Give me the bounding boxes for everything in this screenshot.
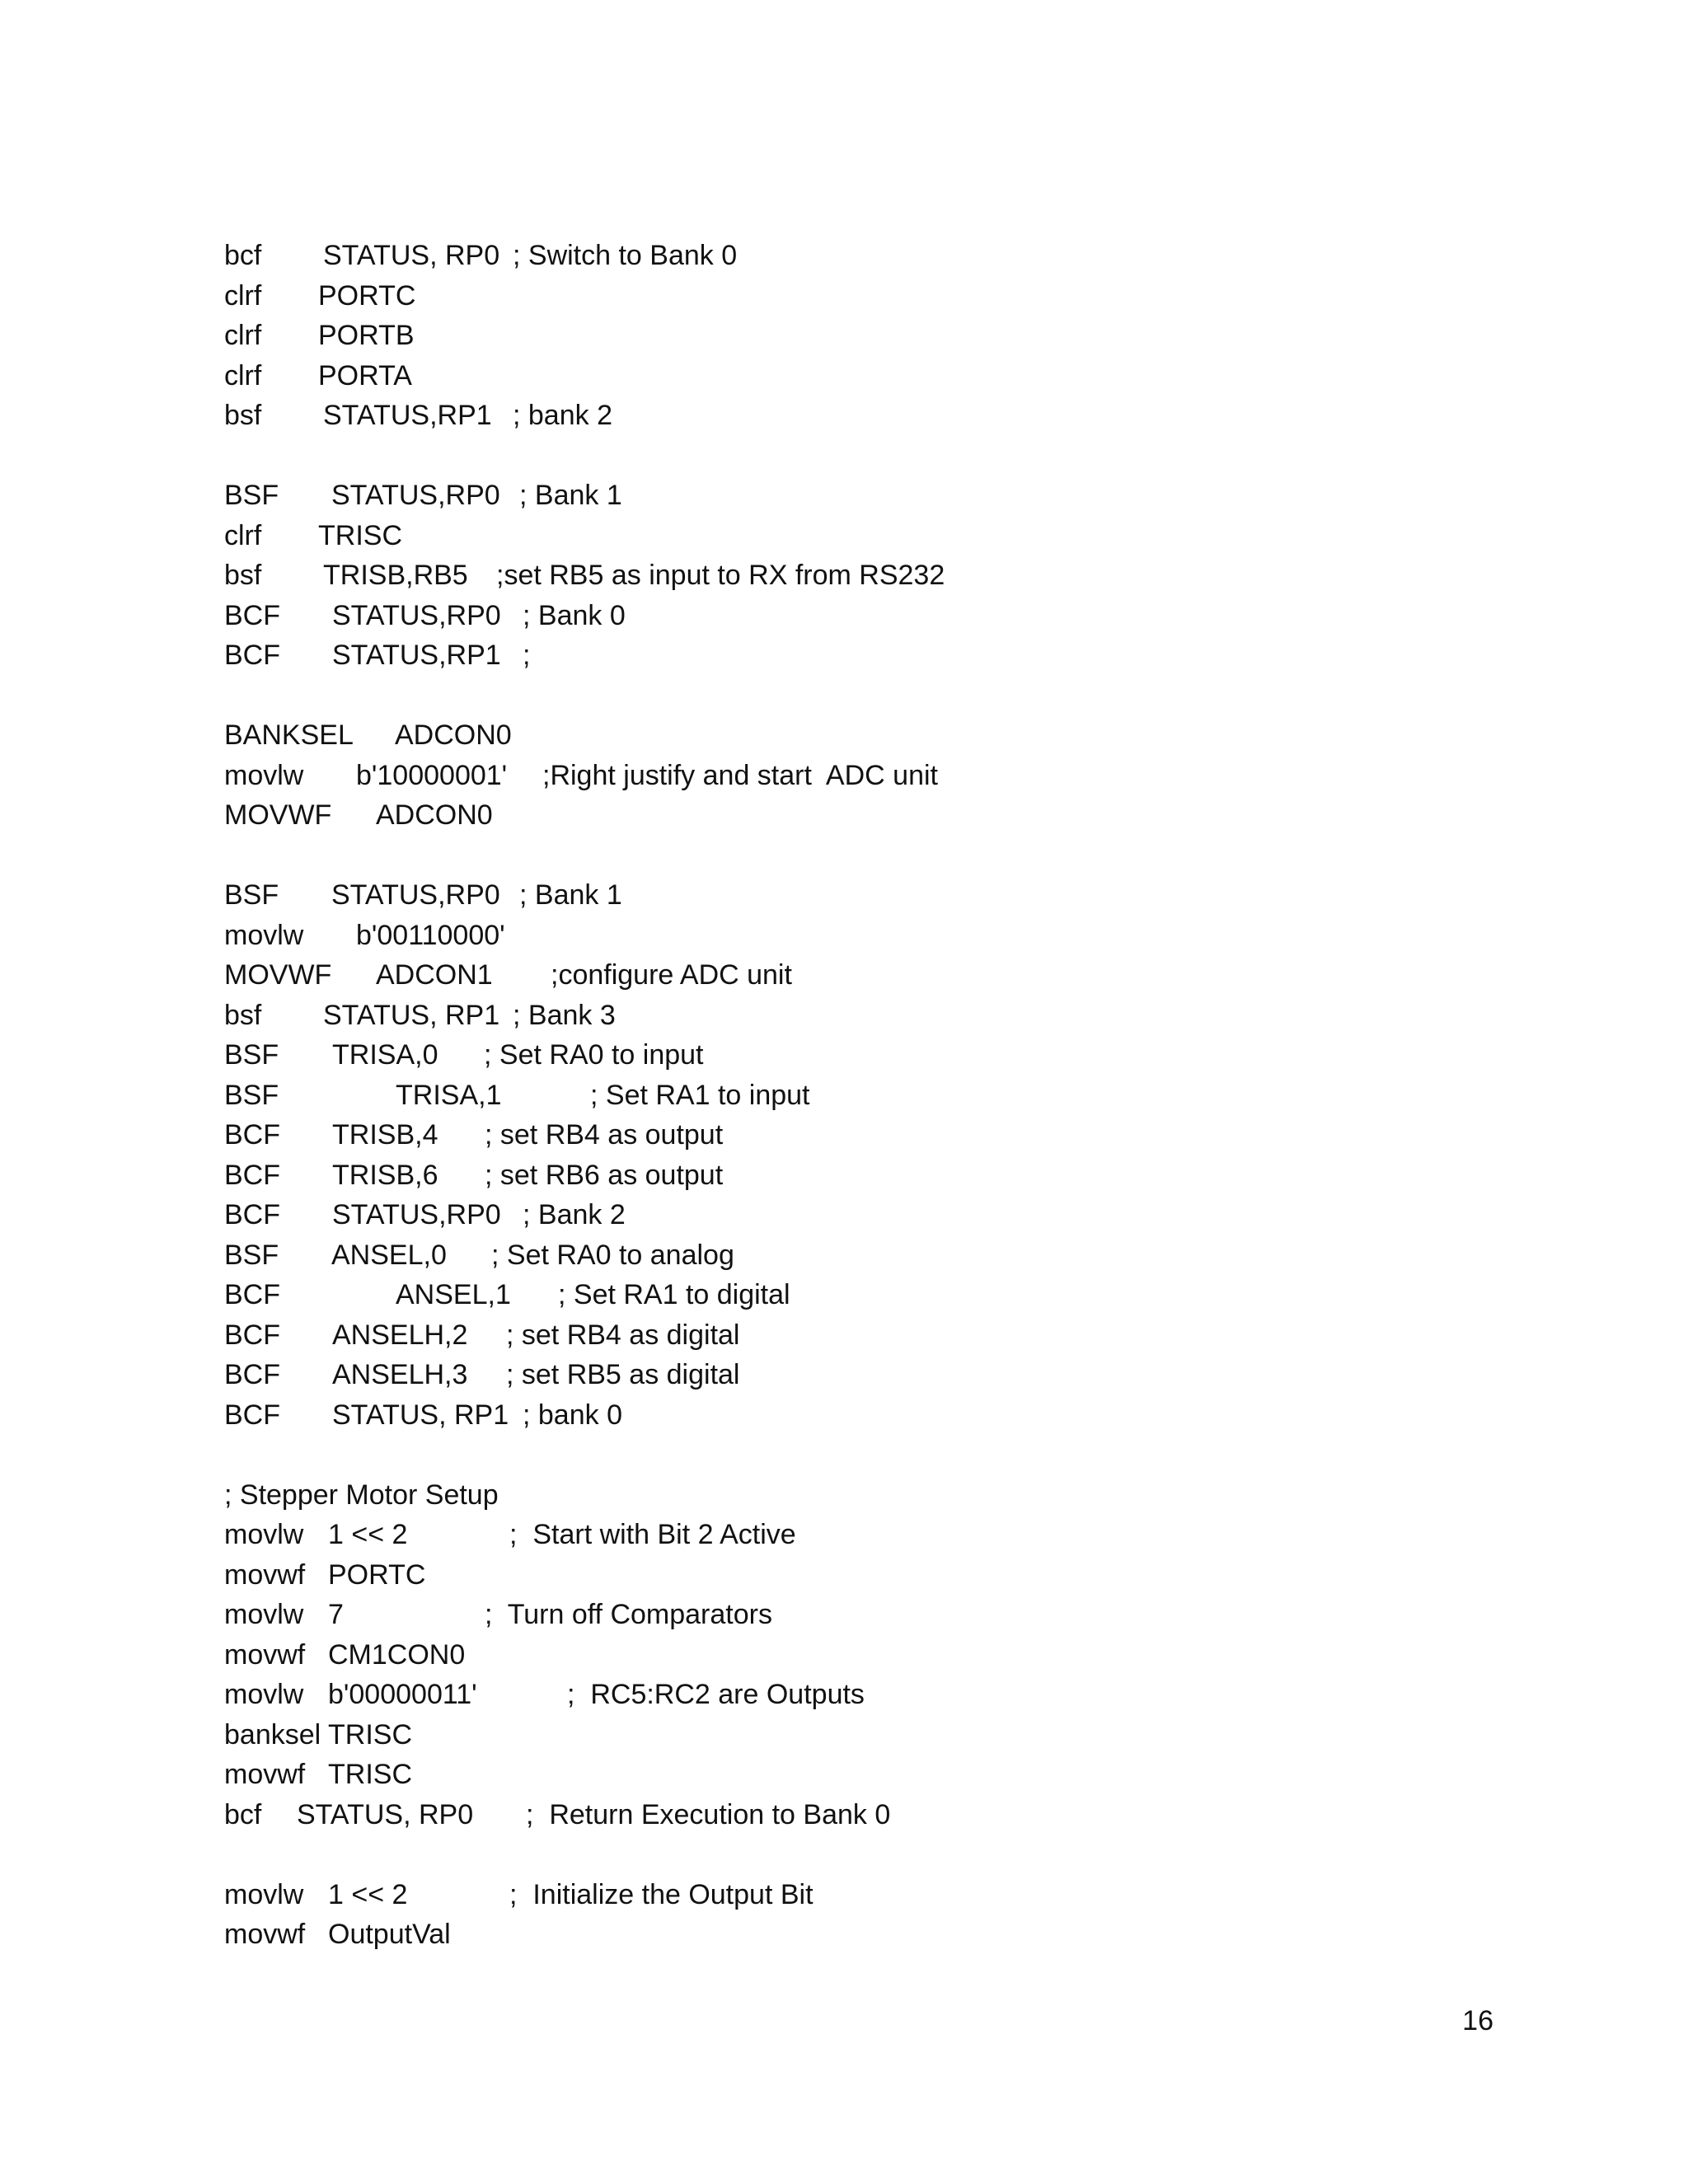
code-op: clrf: [224, 519, 262, 551]
code-line: [224, 715, 1510, 756]
code-line: [224, 1555, 1510, 1596]
code-arg: STATUS,RP0: [332, 599, 501, 631]
code-comment: ; set RB4 as output: [485, 1119, 724, 1151]
code-comment: ; bank 2: [513, 400, 612, 431]
code-op: movlw: [224, 919, 304, 951]
code-arg: TRISB,RB5: [323, 560, 468, 591]
code-arg: OutputVal: [328, 1919, 451, 1950]
code-comment: ;configure ADC unit: [551, 959, 792, 991]
code-comment: ; Bank 1: [519, 480, 622, 511]
code-arg: ANSELH,3: [332, 1359, 468, 1390]
code-comment: ; RC5:RC2 are Outputs: [567, 1679, 865, 1710]
code-comment: ; set RB6 as output: [485, 1159, 724, 1191]
code-arg: STATUS, RP1: [332, 1399, 509, 1431]
code-line: [224, 1115, 1510, 1155]
code-comment: ; set RB5 as digital: [506, 1359, 740, 1390]
code-op: BCF: [224, 640, 280, 671]
code-comment: ; Set RA0 to analog: [491, 1239, 734, 1271]
code-arg: TRISB,4: [332, 1119, 438, 1151]
code-line: [224, 236, 1510, 276]
code-comment: ; Initialize the Output Bit: [509, 1878, 814, 1910]
code-arg: ANSEL,0: [331, 1239, 447, 1271]
code-op: BCF: [224, 1119, 280, 1151]
code-comment: ; bank 0: [523, 1399, 622, 1431]
code-arg: STATUS, RP1: [323, 999, 500, 1031]
code-arg: ADCON0: [376, 799, 493, 831]
code-line: [224, 1315, 1510, 1356]
code-arg: PORTB: [318, 320, 415, 351]
code-line: [224, 1795, 1510, 1835]
code-op: bsf: [224, 400, 262, 431]
code-line: [224, 596, 1510, 636]
code-line: [224, 1875, 1510, 1915]
code-comment: ; Return Execution to Bank 0: [526, 1798, 891, 1830]
code-line: [224, 476, 1510, 516]
code-op: bcf: [224, 1798, 262, 1830]
code-op: BSF: [224, 1239, 279, 1271]
code-op: movwf: [224, 1638, 306, 1671]
code-comment: ; set RB4 as digital: [506, 1319, 740, 1351]
code-op: banksel TRISC: [224, 1718, 413, 1750]
code-line: [224, 316, 1510, 356]
code-line: [224, 1635, 1510, 1675]
code-line: [224, 996, 1510, 1036]
code-comment: ; Bank 0: [523, 599, 626, 631]
code-comment: ; Start with Bit 2 Active: [509, 1519, 796, 1550]
code-arg: PORTC: [328, 1558, 426, 1591]
code-arg: STATUS,RP1: [323, 400, 492, 431]
code-comment: ; Set RA1 to input: [590, 1079, 810, 1111]
code-arg: 7: [328, 1599, 344, 1630]
code-comment-heading: ; Stepper Motor Setup: [224, 1479, 499, 1511]
code-op: movwf: [224, 1759, 306, 1790]
blank-line: [224, 676, 1510, 716]
code-op: movlw: [224, 1599, 304, 1630]
code-line: [224, 396, 1510, 436]
code-op: clrf: [224, 359, 262, 391]
code-line: [224, 1275, 1510, 1315]
code-arg: TRISA,1: [396, 1079, 502, 1111]
code-op: BSF: [224, 1079, 279, 1111]
code-arg: 1 << 2: [328, 1878, 408, 1910]
code-line: [224, 276, 1510, 316]
code-comment: ; Turn off Comparators: [485, 1599, 772, 1630]
code-op: MOVWF: [224, 959, 332, 991]
blank-line: [224, 1435, 1510, 1475]
code-line: [224, 1155, 1510, 1196]
code-arg: TRISA,0: [332, 1039, 438, 1071]
code-op: BCF: [224, 1399, 280, 1431]
code-arg: STATUS,RP1: [332, 640, 501, 671]
code-op: BSF: [224, 480, 279, 511]
code-op: bsf: [224, 999, 262, 1031]
code-op: movwf: [224, 1558, 306, 1591]
code-comment: ;: [523, 640, 531, 671]
code-op: movlw: [224, 759, 304, 791]
code-arg: b'00110000': [356, 919, 505, 951]
code-arg: PORTC: [318, 279, 416, 312]
code-line: [224, 955, 1510, 996]
code-line: [224, 1076, 1510, 1116]
code-line: [224, 1355, 1510, 1395]
code-line: [224, 635, 1510, 676]
code-comment: ; Switch to Bank 0: [513, 240, 738, 271]
code-op: bsf: [224, 560, 262, 591]
code-op: BCF: [224, 1199, 280, 1230]
code-arg: ADCON0: [395, 719, 512, 751]
code-op: bcf: [224, 240, 262, 271]
code-line: [224, 916, 1510, 956]
code-op: movlw: [224, 1679, 304, 1710]
code-op: clrf: [224, 320, 262, 351]
code-arg: TRISC: [318, 519, 402, 551]
code-arg: STATUS,RP0: [331, 480, 500, 511]
code-arg: TRISB,6: [332, 1159, 438, 1191]
code-comment: ; Bank 1: [519, 879, 622, 911]
code-line: [224, 756, 1510, 796]
code-arg: ADCON1: [376, 959, 493, 991]
code-line: [224, 1395, 1510, 1436]
code-op: BCF: [224, 1319, 280, 1351]
code-arg: TRISC: [328, 1759, 412, 1790]
code-arg: b'00000011': [328, 1679, 477, 1710]
code-comment: ;Right justify and start ADC unit: [542, 759, 938, 791]
code-op: BCF: [224, 1279, 280, 1310]
code-comment: ; Set RA1 to digital: [558, 1279, 790, 1310]
code-line: [224, 1715, 1510, 1755]
code-op: MOVWF: [224, 799, 332, 831]
code-comment: ;set RB5 as input to RX from RS232: [496, 560, 945, 591]
code-op: movlw: [224, 1519, 304, 1550]
code-op: movwf: [224, 1919, 306, 1950]
code-line: [224, 1235, 1510, 1276]
assembly-code-listing: [224, 236, 1510, 1955]
code-arg: b'10000001': [356, 759, 508, 791]
code-op: clrf: [224, 279, 262, 312]
code-line: [224, 1595, 1510, 1635]
code-op: BCF: [224, 599, 280, 631]
code-op: BCF: [224, 1359, 280, 1390]
code-line: [224, 555, 1510, 596]
code-op: BSF: [224, 879, 279, 911]
code-comment: ; Bank 2: [523, 1199, 626, 1230]
code-op: movlw: [224, 1878, 304, 1910]
blank-line: [224, 836, 1510, 876]
code-comment: ; Bank 3: [513, 999, 616, 1031]
code-arg: STATUS, RP0: [323, 240, 500, 271]
code-arg: STATUS, RP0: [297, 1798, 474, 1830]
blank-line: [224, 1835, 1510, 1875]
code-line: [224, 875, 1510, 916]
page-number: 16: [1462, 2005, 1493, 2036]
code-arg: STATUS,RP0: [332, 1199, 501, 1230]
code-line: [224, 516, 1510, 556]
code-line: [224, 795, 1510, 836]
code-arg: ANSELH,2: [332, 1319, 468, 1351]
code-arg: ANSEL,1: [396, 1279, 511, 1310]
blank-line: [224, 436, 1510, 476]
code-line: [224, 1195, 1510, 1235]
code-arg: 1 << 2: [328, 1519, 408, 1550]
code-line: [224, 1475, 1510, 1516]
code-op: BCF: [224, 1159, 280, 1191]
code-line: [224, 1675, 1510, 1715]
code-line: [224, 1755, 1510, 1795]
code-arg: STATUS,RP0: [331, 879, 500, 911]
code-line: [224, 1035, 1510, 1076]
code-line: [224, 1915, 1510, 1955]
code-op: BSF: [224, 1039, 279, 1071]
code-arg: PORTA: [318, 359, 412, 391]
code-arg: CM1CON0: [328, 1638, 466, 1671]
code-line: [224, 356, 1510, 396]
code-op: BANKSEL: [224, 719, 354, 751]
code-line: [224, 1515, 1510, 1555]
code-comment: ; Set RA0 to input: [484, 1039, 704, 1071]
